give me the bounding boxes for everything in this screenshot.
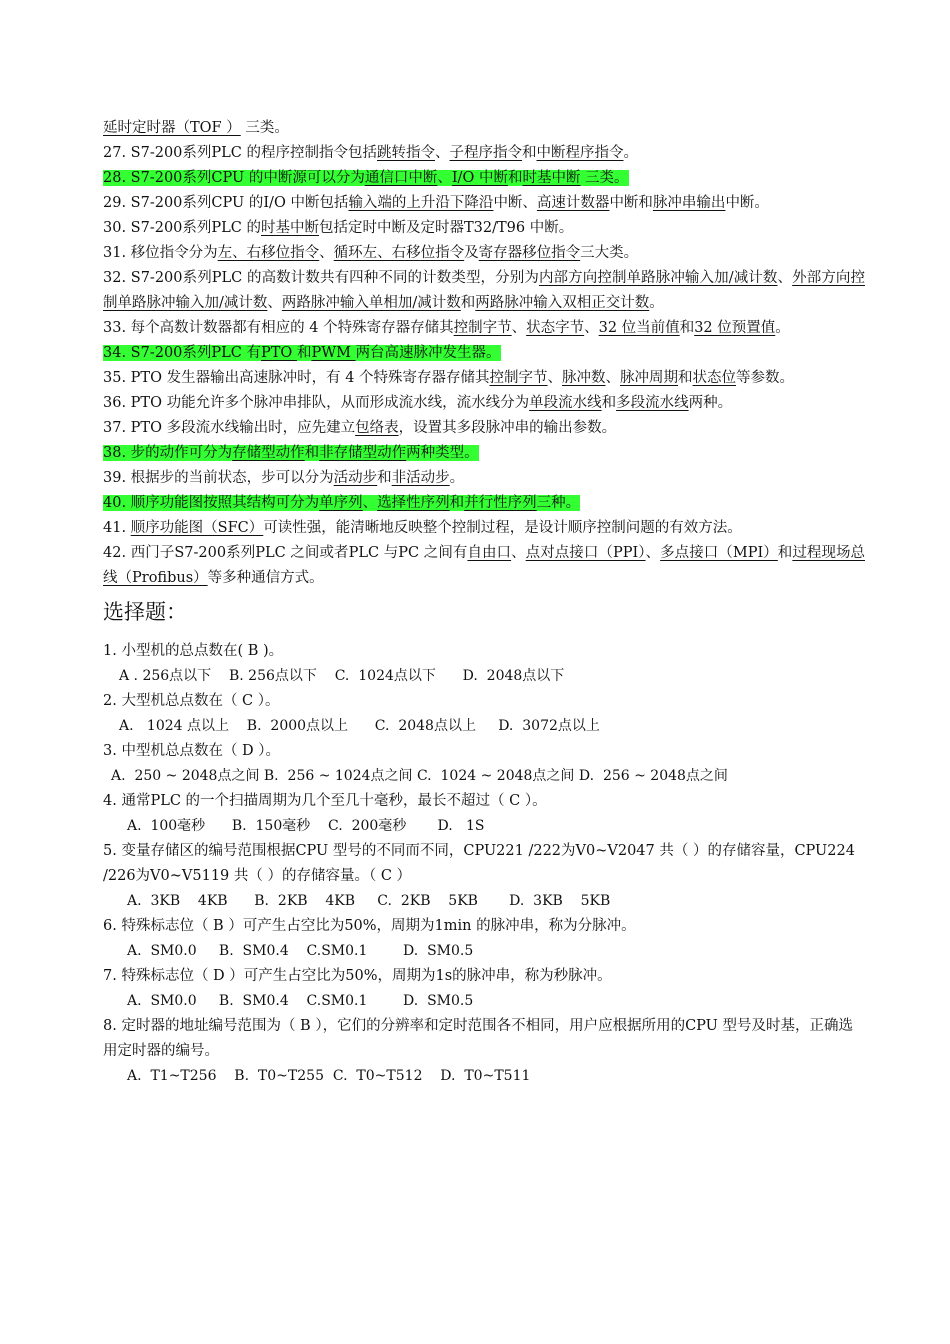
question-text: 、	[437, 170, 452, 186]
question-text: 、	[547, 370, 563, 386]
fill-item-l35	[103, 366, 865, 391]
choice-question-2: 2. 大型机总点数在（ C ）。	[103, 693, 280, 709]
question-text: 、	[511, 545, 526, 561]
question-text: 37. PTO 多段流水线输出时，应先建立	[103, 420, 356, 436]
question-text: 42. 西门子S7-200系列PLC 之间或者PLC 与PC 之间有	[103, 545, 468, 561]
question-text: 。	[449, 470, 465, 486]
answer-text: 时基中断	[522, 170, 581, 186]
document-page	[103, 116, 865, 1089]
fill-item-l27	[103, 141, 865, 166]
highlight-mark	[103, 170, 629, 186]
question-text: 41.	[103, 520, 131, 536]
answer-text: 包络表	[355, 420, 399, 436]
choice-options-4: A. 100毫秒 B. 150毫秒 C. 200毫秒 D. 1S	[127, 818, 485, 834]
answer-text: 存储型动作	[232, 445, 305, 461]
fill-item-l28	[103, 166, 865, 191]
question-text: 35. PTO 发生器输出高速脉冲时，有 4 个特殊寄存器存储其	[103, 370, 490, 386]
answer-text: I/O 中断	[451, 170, 508, 186]
question-text: 两台高速脉冲发生器。	[355, 345, 501, 361]
fill-in-answers-section	[103, 116, 865, 591]
choice-options-2: A. 1024 点以上 B. 2000点以上 C. 2048点以上 D. 3072点以上	[119, 718, 600, 734]
answer-text: PWM	[311, 345, 356, 361]
question-text: 。	[623, 145, 638, 161]
question-text: 36. PTO 功能允许多个脉冲串排队，从而形成流水线，流水线分为	[103, 395, 530, 411]
answer-text: 多点接口（MPI）	[660, 545, 778, 561]
question-text: 等多种通信方式。	[207, 570, 324, 586]
choice-options-5: A. 3KB 4KB B. 2KB 4KB C. 2KB 5KB D. 3KB 5KB	[127, 893, 611, 909]
answer-text: 状态字节	[526, 320, 585, 336]
fill-item-l39	[103, 466, 865, 491]
fill-item-l30	[103, 216, 865, 241]
multiple-choice-section	[103, 639, 865, 1089]
fill-item-l36	[103, 391, 865, 416]
answer-text: 寄存器移位指令	[478, 245, 581, 261]
answer-text: 单段流水线	[529, 395, 602, 411]
answer-text: 时基中断	[261, 220, 319, 236]
question-text: 32. S7-200系列PLC 的高数计数共有四种不同的计数类型，分别为	[103, 270, 539, 286]
answer-text: 两路脉冲输入单相加/减计数	[281, 295, 461, 311]
answer-text: 延时定时器（TOF ）	[103, 120, 241, 136]
question-text: 和	[377, 470, 392, 486]
choice-question-4: 4. 通常PLC 的一个扫描周期为几个至几十毫秒，最长不超过（ C ）。	[103, 793, 547, 809]
question-text: 等参数。	[736, 370, 795, 386]
choice-options-7: A. SM0.0 B. SM0.4 C.SM0.1 D. SM0.5	[127, 993, 474, 1009]
question-text: 。	[649, 295, 664, 311]
choice-options-3: A. 250 ~ 2048点之间 B. 256 ~ 1024点之间 C. 1024 ~ 2048点之间 D. 256 ~ 2048点之间	[111, 768, 728, 784]
answer-text: 脉冲周期	[620, 370, 679, 386]
question-text: 和	[522, 145, 537, 161]
question-text: 和	[679, 320, 695, 336]
question-text: 和	[507, 170, 523, 186]
answer-text: 32 位预置值	[694, 320, 776, 336]
question-text: 、	[645, 545, 661, 561]
fill-item-l38	[103, 441, 865, 466]
question-text: 中断和	[609, 195, 653, 211]
answer-text: 两路脉冲输入双相正交计数	[475, 295, 650, 311]
choice-question-5: 5. 变量存储区的编号范围根据CPU 型号的不同而不同，CPU221 /222为V0~V2047 共（ ）的存储容量，CPU224 /226为V0~V5119 共（ ）的存储容量。（ C ）	[103, 843, 855, 884]
question-text: 三种。	[536, 495, 581, 511]
section-heading: 选择题：	[103, 600, 187, 624]
question-text: 、	[267, 295, 282, 311]
question-text: 中断、	[493, 195, 537, 211]
answer-text: 子程序指令	[449, 145, 522, 161]
choice-question-6: 6. 特殊标志位（ B ）可产生占空比为50%，周期为1min 的脉冲串，称为分脉冲。	[103, 918, 636, 934]
question-text: 、	[319, 245, 334, 261]
choice-question-1: 1. 小型机的总点数在( B )。	[103, 643, 284, 659]
answer-text: PTO	[261, 345, 297, 361]
question-text: 、	[584, 320, 599, 336]
choice-options-6: A. SM0.0 B. SM0.4 C.SM0.1 D. SM0.5	[127, 943, 474, 959]
question-text: 和	[678, 370, 693, 386]
choice-question-8: 8. 定时器的地址编号范围为（ B ），它们的分辨率和定时范围各不相同，用户应根据所用的CPU 型号及时基，正确选用定时器的编号。	[103, 1018, 853, 1059]
question-text: 33. 每个高数计数器都有相应的 4 个特殊寄存器存储其	[103, 320, 454, 336]
fill-item-l42	[103, 541, 865, 591]
question-text: 包括定时中断及定时器T32/T96 中断。	[319, 220, 574, 236]
question-text: 和	[296, 345, 312, 361]
answer-text: 控制字节	[489, 370, 548, 386]
answer-text: 通信口中断	[364, 170, 438, 186]
question-text: 39. 根据步的当前状态，步可以分为	[103, 470, 334, 486]
question-text: 和	[777, 545, 793, 561]
fill-item-l41	[103, 516, 865, 541]
question-text: 两种。	[688, 395, 733, 411]
fill-item-l33	[103, 316, 865, 341]
question-text: 31. 移位指令分为	[103, 245, 218, 261]
question-text: 和	[304, 445, 320, 461]
answer-text: 跳转指令	[377, 145, 435, 161]
fill-item-l40	[103, 491, 865, 516]
question-text: 、	[435, 145, 450, 161]
answer-text: 内部方向控制单路脉冲输入加/减计数	[538, 270, 778, 286]
answer-text: 外部方向控制单路脉冲输入加/减计数	[103, 270, 865, 311]
answer-text: 过程现场总线（Profibus）	[103, 545, 865, 586]
answer-text: 点对点接口（PPI）	[525, 545, 646, 561]
question-text: 、	[777, 270, 793, 286]
choice-question-7: 7. 特殊标志位（ D ）可产生占空比为50%，周期为1s的脉冲串，称为秒脉冲。	[103, 968, 612, 984]
fill-item-l32	[103, 266, 865, 316]
answer-text: 非活动步	[391, 470, 450, 486]
highlight-mark	[103, 345, 501, 361]
question-text: 中断。	[725, 195, 769, 211]
answer-text: 脉冲串输出	[652, 195, 726, 211]
answer-text: 高速计数器	[536, 195, 610, 211]
fill-item-l29	[103, 191, 865, 216]
highlight-mark	[103, 445, 479, 461]
answer-text: 自由口	[467, 545, 512, 561]
choice-options-8: A. T1~T256 B. T0~T255 C. T0~T512 D. T0~T511	[127, 1068, 531, 1084]
answer-text: 输入端的上升沿下降沿	[348, 195, 494, 211]
question-text: 及	[464, 245, 479, 261]
question-text: 和	[449, 495, 465, 511]
answer-text: 中断程序指令	[536, 145, 624, 161]
question-text: 27. S7-200系列PLC 的程序控制指令包括	[103, 145, 377, 161]
fill-item-l31	[103, 241, 865, 266]
question-text: 三类。	[580, 170, 629, 186]
answer-text: 单序列	[319, 495, 363, 511]
question-text: 30. S7-200系列PLC 的	[103, 220, 261, 236]
question-text: 29. S7-200系列CPU 的I/O 中断包括	[103, 195, 349, 211]
fill-item-l37	[103, 416, 865, 441]
answer-text: 32 位当前值	[598, 320, 680, 336]
answer-text: 活动步	[333, 470, 378, 486]
fill-item-l34	[103, 341, 865, 366]
question-text: 、	[605, 370, 621, 386]
answer-text: 控制字节	[453, 320, 512, 336]
answer-text: 非存储型动作	[319, 445, 407, 461]
answer-text: 状态位	[692, 370, 737, 386]
answer-text: 顺序功能图（SFC）	[130, 520, 264, 536]
choice-options-1: A . 256点以下 B. 256点以下 C. 1024点以下 D. 2048点以下	[119, 668, 565, 684]
question-text: 、	[511, 320, 527, 336]
question-text: 两种类型。	[406, 445, 479, 461]
question-text: 三类。	[240, 120, 289, 136]
answer-text: 并行性序列	[464, 495, 537, 511]
answer-text: 左、右移位指令	[217, 245, 320, 261]
question-text: 38. 步的动作可分为	[103, 445, 233, 461]
question-text: 三大类。	[580, 245, 639, 261]
choice-question-3: 3. 中型机总点数在（ D ）。	[103, 743, 281, 759]
highlight-mark	[103, 495, 580, 511]
question-text: 、	[362, 495, 378, 511]
question-text: 和	[601, 395, 617, 411]
question-text: 28. S7-200系列CPU 的中断源可以分为	[103, 170, 365, 186]
question-text: 。	[775, 320, 790, 336]
question-text: 和	[460, 295, 476, 311]
fill-item-l0	[103, 116, 865, 141]
question-text: 可读性强，能清晰地反映整个控制过程，是设计顺序控制问题的有效方法。	[263, 520, 742, 536]
question-text: 34. S7-200系列PLC 有	[103, 345, 261, 361]
answer-text: 多段流水线	[616, 395, 689, 411]
answer-text: 选择性序列	[377, 495, 450, 511]
question-text: ，设置其多段脉冲串的输出参数。	[398, 420, 617, 436]
question-text: 40. 顺序功能图按照其结构可分为	[103, 495, 320, 511]
answer-text: 脉冲数	[562, 370, 606, 386]
answer-text: 循环左、右移位指令	[333, 245, 465, 261]
